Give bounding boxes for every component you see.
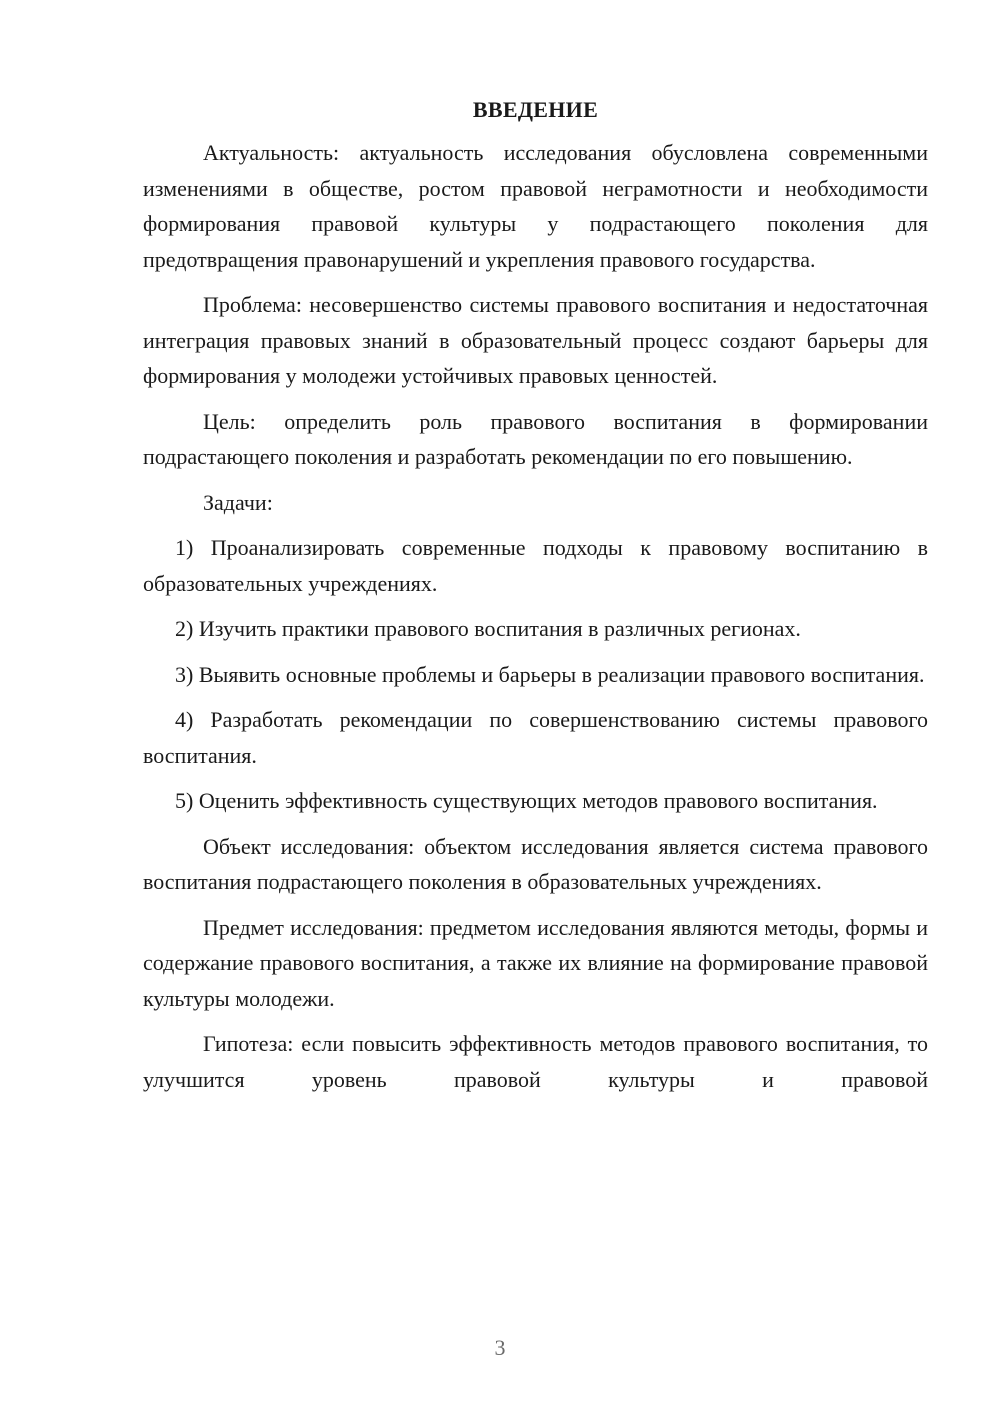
page-title: ВВЕДЕНИЕ	[472, 97, 599, 122]
paragraph-hypothesis: Гипотеза: если повысить эффективность методов правового воспитания, то улучшится уровень правовой культуры и правовой	[143, 1031, 928, 1092]
task-item-4: 4) Разработать рекомендации по совершенствованию системы правового воспитания.	[143, 707, 928, 768]
task-item-5: 5) Оценить эффективность существующих методов правового воспитания.	[175, 788, 878, 813]
tasks-heading: Задачи:	[203, 489, 273, 515]
paragraph-problem: Проблема: несовершенство системы правового воспитания и недостаточная интеграция правовых знаний в образовательный процесс создают барьеры для формирования у молодежи устойчивых правовых ценностей.	[143, 292, 928, 388]
paragraph-relevance: Актуальность: актуальность исследования обусловлена современными изменениями в обществе, ростом правовой неграмотности и необходимости формирования правовой культуры у подрастающего поколения для предотвращения правонарушений и укрепления правового государства.	[143, 140, 928, 272]
paragraph-subject: Предмет исследования: предметом исследования являются методы, формы и содержание правового воспитания, а также их влияние на формирование правовой культуры молодежи.	[143, 914, 928, 1011]
task-item-3: 3) Выявить основные проблемы и барьеры в реализации правового воспитания.	[175, 661, 925, 687]
document-page	[143, 95, 928, 1107]
task-item-2: 2) Изучить практики правового воспитания в различных регионах.	[175, 616, 801, 641]
page-number: 3	[494, 1335, 506, 1360]
paragraph-object: Объект исследования: объектом исследования является система правового воспитания подрастающего поколения в образовательных учреждениях.	[143, 833, 928, 894]
paragraph-goal: Цель: определить роль правового воспитания в формировании подрастающего поколения и разработать рекомендации по его повышению.	[143, 408, 928, 469]
task-item-1: 1) Проанализировать современные подходы к правовому воспитанию в образовательных учреждениях.	[143, 535, 928, 596]
